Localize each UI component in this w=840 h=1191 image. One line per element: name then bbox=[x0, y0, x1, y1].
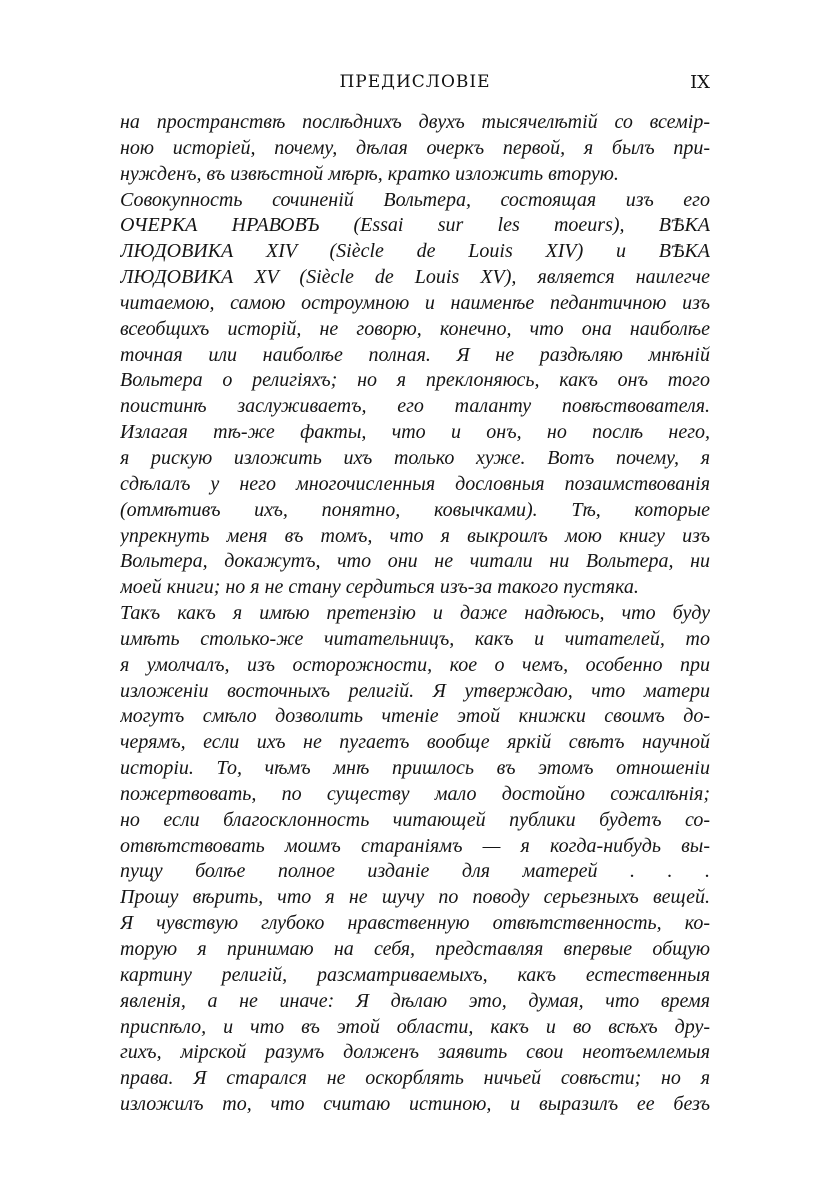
text-line: гихъ, мірской разумъ долженъ заявить свои неотъемлемыя bbox=[120, 1041, 710, 1064]
text-line: Излагая тѣ-же факты, что и онъ, но послѣ него, bbox=[120, 421, 710, 444]
text-line: Вольтера о религіяхъ; но я преклоняюсь, какъ онъ того bbox=[120, 369, 710, 392]
text-line: отвѣтствовать моимъ стараніямъ — я когда-нибудь вы- bbox=[120, 834, 710, 857]
text-line: сдѣлалъ у него многочисленныя дословныя позаимствованія bbox=[120, 472, 710, 495]
page-header bbox=[120, 72, 710, 102]
text-line: пущу болѣе полное изданіе для матерей . . . bbox=[120, 860, 710, 883]
text-line: Совокупность сочиненій Вольтера, состоящая изъ его bbox=[120, 188, 710, 211]
text-line: моей книги; но я не стану сердиться изъ-за такого пустяка. bbox=[120, 576, 639, 599]
text-line: картину религій, разсматриваемыхъ, какъ естественныя bbox=[120, 963, 710, 986]
text-line: упрекнуть меня въ томъ, что я выкроилъ мою книгу изъ bbox=[120, 524, 710, 547]
running-title: ПРЕДИСЛОВІЕ bbox=[339, 72, 491, 92]
text-line: ОЧЕРКА НРАВОВЪ (Essai sur les moeurs), ВѢКА bbox=[120, 214, 710, 237]
text-line: Я чувствую глубоко нравственную отвѣтственность, ко- bbox=[120, 912, 710, 935]
text-line: ЛЮДОВИКА XIV (Siècle de Louis XIV) и ВѢКА bbox=[120, 240, 710, 263]
text-line: могутъ смѣло дозволить чтеніе этой книжки своимъ до- bbox=[120, 705, 710, 728]
text-line: я рискую изложить ихъ только хуже. Вотъ почему, я bbox=[120, 446, 710, 469]
text-line: изложеніи восточныхъ религій. Я утверждаю, что матери bbox=[120, 679, 710, 702]
text-line: читаемою, самою остроумною и наименѣе педантичною изъ bbox=[120, 291, 710, 314]
text-line: (отмѣтивъ ихъ, понятно, ковычками). Тѣ, которые bbox=[120, 498, 710, 521]
text-line: Прошу вѣрить, что я не шучу по поводу серьезныхъ вещей. bbox=[120, 886, 710, 909]
text-line: Такъ какъ я имѣю претензію и даже надѣюсь, что буду bbox=[120, 602, 710, 625]
page-number: IX bbox=[690, 72, 710, 93]
text-line: явленія, а не иначе: Я дѣлаю это, думая, что время bbox=[120, 989, 710, 1012]
text-line: черямъ, если ихъ не пугаетъ вообще яркій свѣтъ научной bbox=[120, 731, 710, 754]
text-line: торую я принимаю на себя, представляя впервые общую bbox=[120, 938, 710, 960]
text-line: я умолчалъ, изъ осторожности, кое о чемъ, особенно при bbox=[120, 653, 710, 676]
body-text bbox=[120, 110, 710, 1118]
text-line: имѣть столько-же читательницъ, какъ и читателей, то bbox=[120, 627, 710, 650]
text-line: но если благосклонность читающей публики будетъ со- bbox=[120, 808, 710, 831]
text-line: исторіи. То, чѣмъ мнѣ пришлось въ этомъ отношеніи bbox=[120, 757, 710, 780]
text-line: на пространствѣ послѣднихъ двухъ тысячелѣтій со всемір- bbox=[120, 111, 710, 133]
text-line: приспѣло, и что въ этой области, какъ и во всѣхъ дру- bbox=[120, 1015, 710, 1038]
text-line: пожертвовать, по существу мало достойно сожалѣнія; bbox=[120, 782, 710, 805]
text-line: точная или наиболѣе полная. Я не раздѣляю мнѣній bbox=[120, 343, 710, 366]
text-line: Вольтера, докажутъ, что они не читали ни Вольтера, ни bbox=[120, 550, 710, 573]
text-line: всеобщихъ исторій, не говорю, конечно, что она наиболѣе bbox=[120, 317, 710, 340]
text-line: поистинѣ заслуживаетъ, его таланту повѣствователя. bbox=[120, 395, 710, 418]
text-line: права. Я старался не оскорблять ничьей совѣсти; но я bbox=[120, 1067, 710, 1090]
text-line: нужденъ, въ извѣстной мѣрѣ, кратко изложить вторую. bbox=[120, 162, 619, 185]
text-line: ЛЮДОВИКА XV (Siècle de Louis XV), является наилегче bbox=[120, 266, 710, 289]
text-line: ною исторіей, почему, дѣлая очеркъ первой, я былъ при- bbox=[120, 136, 710, 159]
text-line: изложилъ то, что считаю истиною, и выразилъ ее безъ bbox=[120, 1093, 710, 1116]
